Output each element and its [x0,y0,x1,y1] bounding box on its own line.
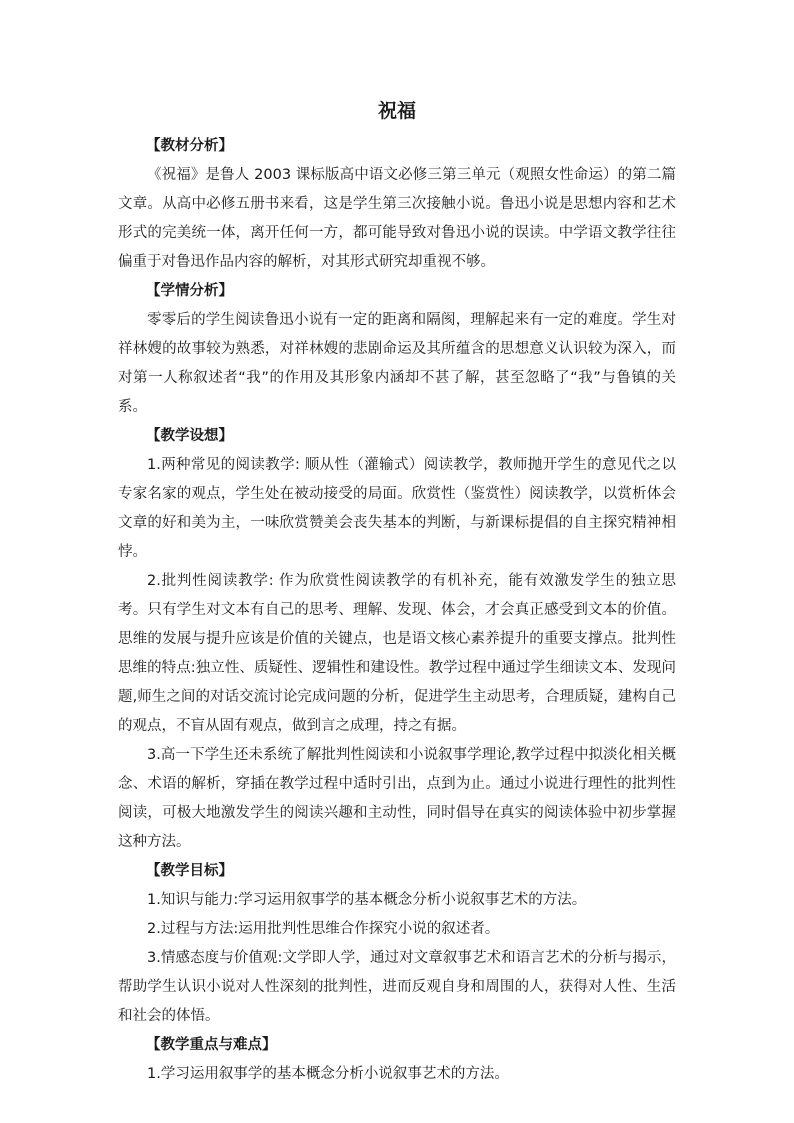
section-heading: 【学情分析】 [146,283,233,299]
paragraph: 1.知识与能力:学习运用叙事学的基本概念分析小说叙事艺术的方法。 [147,892,587,908]
section-teaching-objectives [118,857,676,1031]
section-learner-analysis [118,277,676,422]
paragraph: 《祝福》是鲁人 2003 课标版高中语文必修三第三单元（观照女性命运）的第二篇文章。从高中必修五册书来看，这是学生第三次接触小说。鲁迅小说是思想内容和艺术形式的完美统一体，离开任何一方，都可能导致对鲁迅小说的误读。中学语文教学往往偏重于对鲁迅作品内容的解析，对其形式研究却重视不够。 [118,167,676,270]
section-key-points [118,1031,676,1089]
section-teaching-concept [118,422,676,857]
paragraph: 1.两种常见的阅读教学: 顺从性（灌输式）阅读教学，教师抛开学生的意见代之以专家名家的观点，学生处在被动接受的局面。欣赏性（鉴赏性）阅读教学，以赏析体会文章的好和美为主，一味欣赏赞美会丧失基本的判断，与新课标提倡的自主探究精神相悖。 [118,457,676,560]
paragraph: 3.情感态度与价值观:文学即人学，通过对文章叙事艺术和语言艺术的分析与揭示，帮助学生认识小说对人性深刻的批判性，进而反观自身和周围的人，获得对人性、生活和社会的体悟。 [118,950,676,1024]
paragraph: 3.高一下学生还未系统了解批判性阅读和小说叙事学理论,教学过程中拟淡化相关概念、术语的解析，穿插在教学过程中适时引出，点到为止。通过小说进行理性的批判性阅读，可极大地激发学生的阅读兴趣和主动性，同时倡导在真实的阅读体验中初步掌握这种方法。 [118,747,676,850]
section-heading: 【教材分析】 [146,138,233,154]
section-heading: 【教学重点与难点】 [146,1037,277,1053]
paragraph: 零零后的学生阅读鲁迅小说有一定的距离和隔阂，理解起来有一定的难度。学生对祥林嫂的故事较为熟悉，对祥林嫂的悲剧命运及其所蕴含的思想意义认识较为深入，而对第一人称叙述者“我”的作用及其形象内涵却不甚了解，甚至忽略了“我”与鲁镇的关系。 [118,312,676,415]
section-textbook-analysis [118,132,676,277]
section-heading: 【教学目标】 [146,863,233,879]
paragraph: 2.批判性阅读教学: 作为欣赏性阅读教学的有机补充，能有效激发学生的独立思考。只有学生对文本有自己的思考、理解、发现、体会，才会真正感受到文本的价值。思维的发展与提升应该是价值的关键点，也是语文核心素养提升的重要支撑点。批判性思维的特点:独立性、质疑性、逻辑性和建设性。教学过程中通过学生细读文本、发现问题,师生之间的对话交流讨论完成问题的分析，促进学生主动思考，合理质疑，建构自己的观点，不盲从固有观点，做到言之成理，持之有据。 [118,573,676,734]
paragraph: 2.过程与方法:运用批判性思维合作探究小说的叙述者。 [147,921,500,937]
paragraph: 1.学习运用叙事学的基本概念分析小说叙事艺术的方法。 [147,1066,509,1082]
document-title: 祝福 [377,100,416,122]
section-heading: 【教学设想】 [146,428,233,444]
